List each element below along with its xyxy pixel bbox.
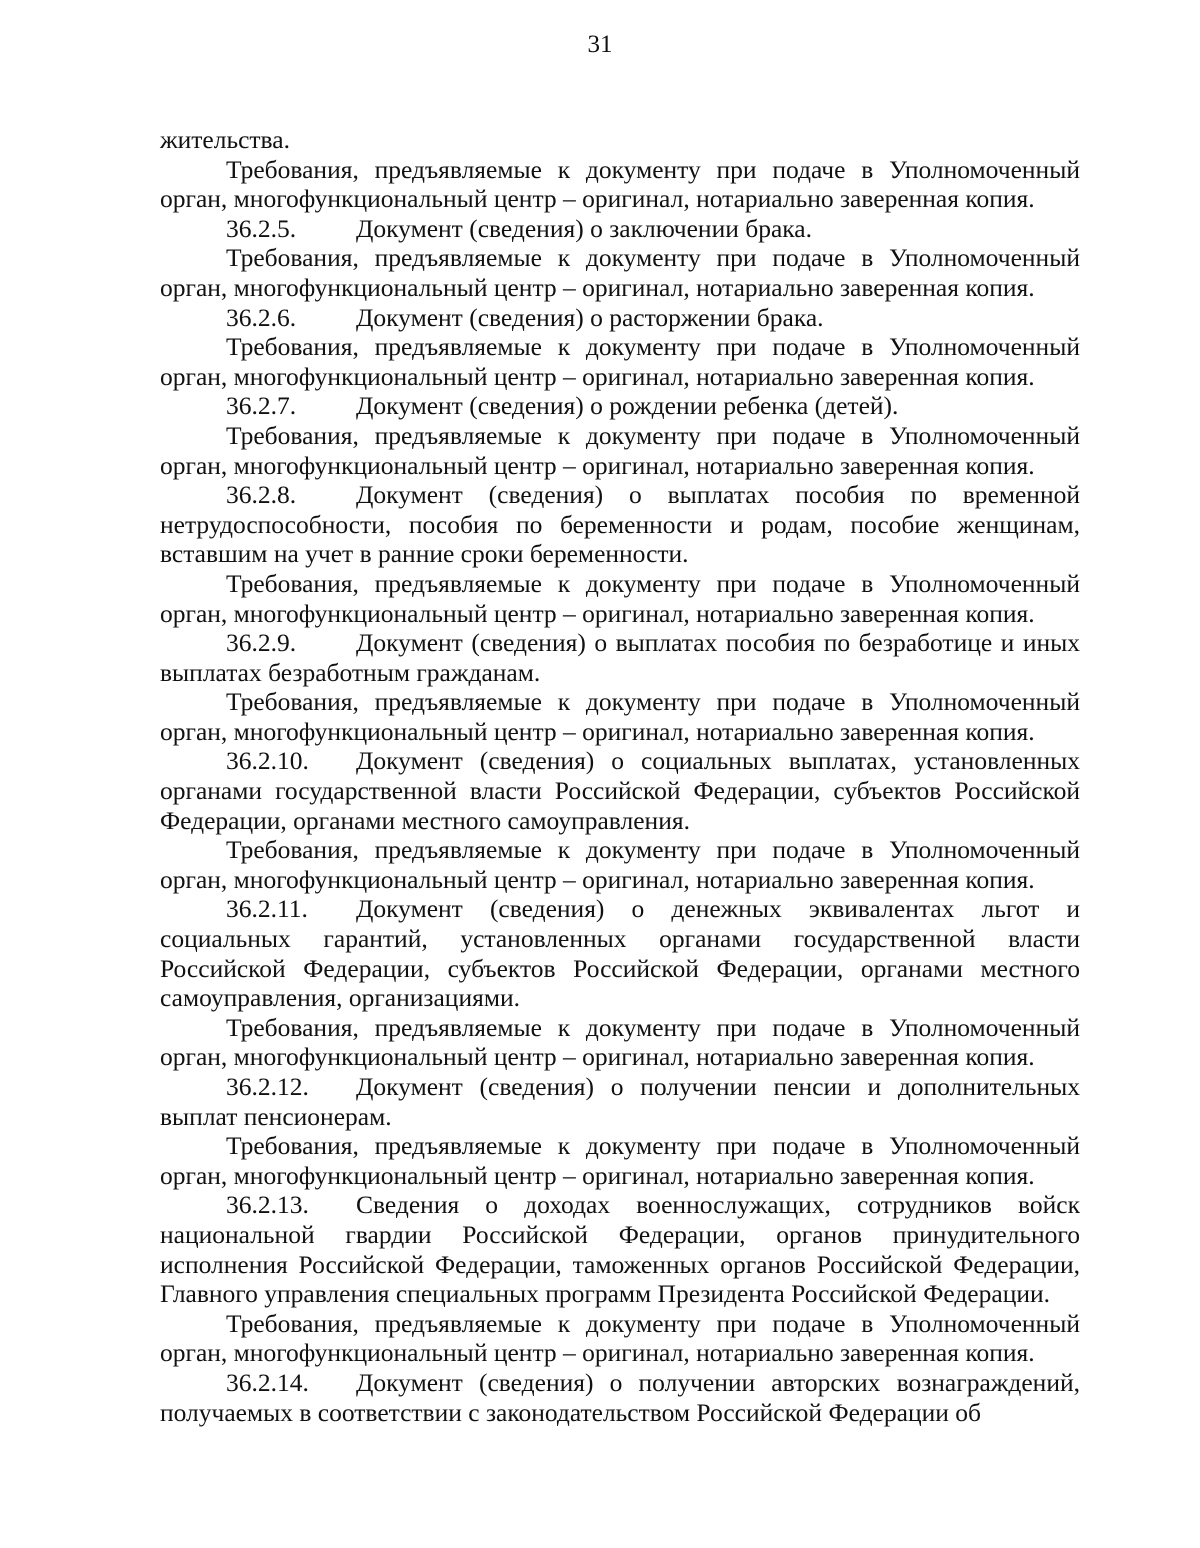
paragraph-text: Требования, предъявляемые к документу при подаче в Уполномоченный орган, многофункциональный центр – оригинал, нотариально заверенная копия. (160, 1012, 1080, 1072)
item-number: 36.2.10. (226, 746, 309, 776)
paragraph-text: Требования, предъявляемые к документу при подаче в Уполномоченный орган, многофункциональный центр – оригинал, нотариально заверенная копия. (160, 1131, 1080, 1190)
numbered-paragraph (160, 214, 1080, 244)
numbered-paragraph (160, 480, 1080, 569)
item-number: 36.2.14. (226, 1367, 309, 1397)
numbered-paragraph (160, 1190, 1080, 1308)
paragraph-text: Требования, предъявляемые к документу при подаче в Уполномоченный орган, многофункциональный центр – оригинал, нотариально заверенная копия. (160, 332, 1080, 391)
paragraph-text: Требования, предъявляемые к документу при подаче в Уполномоченный орган, многофункциональный центр – оригинал, нотариально заверенная копия. (160, 1308, 1080, 1368)
paragraph-text: Документ (сведения) о расторжении брака. (356, 302, 824, 332)
paragraph (160, 421, 1080, 480)
paragraph (160, 155, 1080, 214)
numbered-paragraph (160, 628, 1080, 687)
paragraph (160, 332, 1080, 391)
paragraph-text: Сведения о доходах военнослужащих, сотрудников войск национальной гвардии Российской Федерации, органов принудительного исполнения Российской Федерации, таможенных органов Российской Федерации, Главного управления специальных программ Президента Российской Федерации. (160, 1190, 1080, 1309)
page-number: 31 (587, 31, 613, 58)
item-number: 36.2.5. (226, 213, 297, 243)
paragraph-text: Требования, предъявляемые к документу при подаче в Уполномоченный орган, многофункциональный центр – оригинал, нотариально заверенная копия. (160, 687, 1080, 746)
paragraph (160, 569, 1080, 628)
paragraph (160, 687, 1080, 746)
paragraph (160, 125, 1080, 155)
paragraph-text: Документ (сведения) о выплатах пособия по временной нетрудоспособности, пособия по беременности и родам, пособие женщинам, вставшим на учет в ранние сроки беременности. (160, 480, 1080, 569)
item-number: 36.2.6. (226, 302, 297, 332)
numbered-paragraph (160, 303, 1080, 333)
numbered-paragraph (160, 746, 1080, 835)
item-number: 36.2.7. (226, 391, 297, 421)
item-number: 36.2.12. (226, 1072, 309, 1101)
paragraph-text: Требования, предъявляемые к документу при подаче в Уполномоченный орган, многофункциональный центр – оригинал, нотариально заверенная копия. (160, 835, 1080, 894)
numbered-paragraph (160, 894, 1080, 1012)
paragraph-text: Документ (сведения) о заключении брака. (356, 213, 812, 243)
paragraph-text: Требования, предъявляемые к документу при подаче в Уполномоченный орган, многофункциональный центр – оригинал, нотариально заверенная копия. (160, 420, 1080, 480)
paragraph-text: Документ (сведения) о получении пенсии и дополнительных выплат пенсионерам. (160, 1072, 1080, 1131)
paragraph-text: жительства. (160, 125, 290, 154)
paragraph-text: Документ (сведения) о рождении ребенка (детей). (356, 391, 899, 421)
paragraph-text: Документ (сведения) о выплатах пособия по безработице и иных выплатах безработным гражданам. (160, 628, 1080, 687)
paragraph (160, 835, 1080, 894)
paragraph (160, 1131, 1080, 1190)
paragraph-text: Документ (сведения) о получении авторских вознаграждений, получаемых в соответствии с законодательством Российской Федерации об (160, 1367, 1080, 1427)
paragraph (160, 1309, 1080, 1368)
item-number: 36.2.11. (226, 894, 308, 924)
numbered-paragraph (160, 1368, 1080, 1427)
paragraph (160, 243, 1080, 302)
paragraph-text: Требования, предъявляемые к документу при подаче в Уполномоченный орган, многофункциональный центр – оригинал, нотариально заверенная копия. (160, 568, 1080, 628)
paragraph-text: Требования, предъявляемые к документу при подаче в Уполномоченный орган, многофункциональный центр – оригинал, нотариально заверенная копия. (160, 243, 1080, 302)
numbered-paragraph (160, 391, 1080, 421)
numbered-paragraph (160, 1072, 1080, 1131)
paragraph-text: Документ (сведения) о социальных выплатах, установленных органами государственной власти Российской Федерации, субъектов Российской Федерации, органами местного самоуправления. (160, 746, 1080, 835)
paragraph-text: Требования, предъявляемые к документу при подаче в Уполномоченный орган, многофункциональный центр – оригинал, нотариально заверенная копия. (160, 154, 1080, 214)
item-number: 36.2.13. (226, 1190, 309, 1220)
document-body (160, 125, 1080, 1427)
paragraph (160, 1013, 1080, 1072)
paragraph-text: Документ (сведения) о денежных эквивалентах льгот и социальных гарантий, установленных органами государственной власти Российской Федерации, субъектов Российской Федерации, органами местного самоуправления, организациями. (160, 894, 1080, 1013)
item-number: 36.2.8. (226, 480, 297, 510)
item-number: 36.2.9. (226, 628, 297, 658)
